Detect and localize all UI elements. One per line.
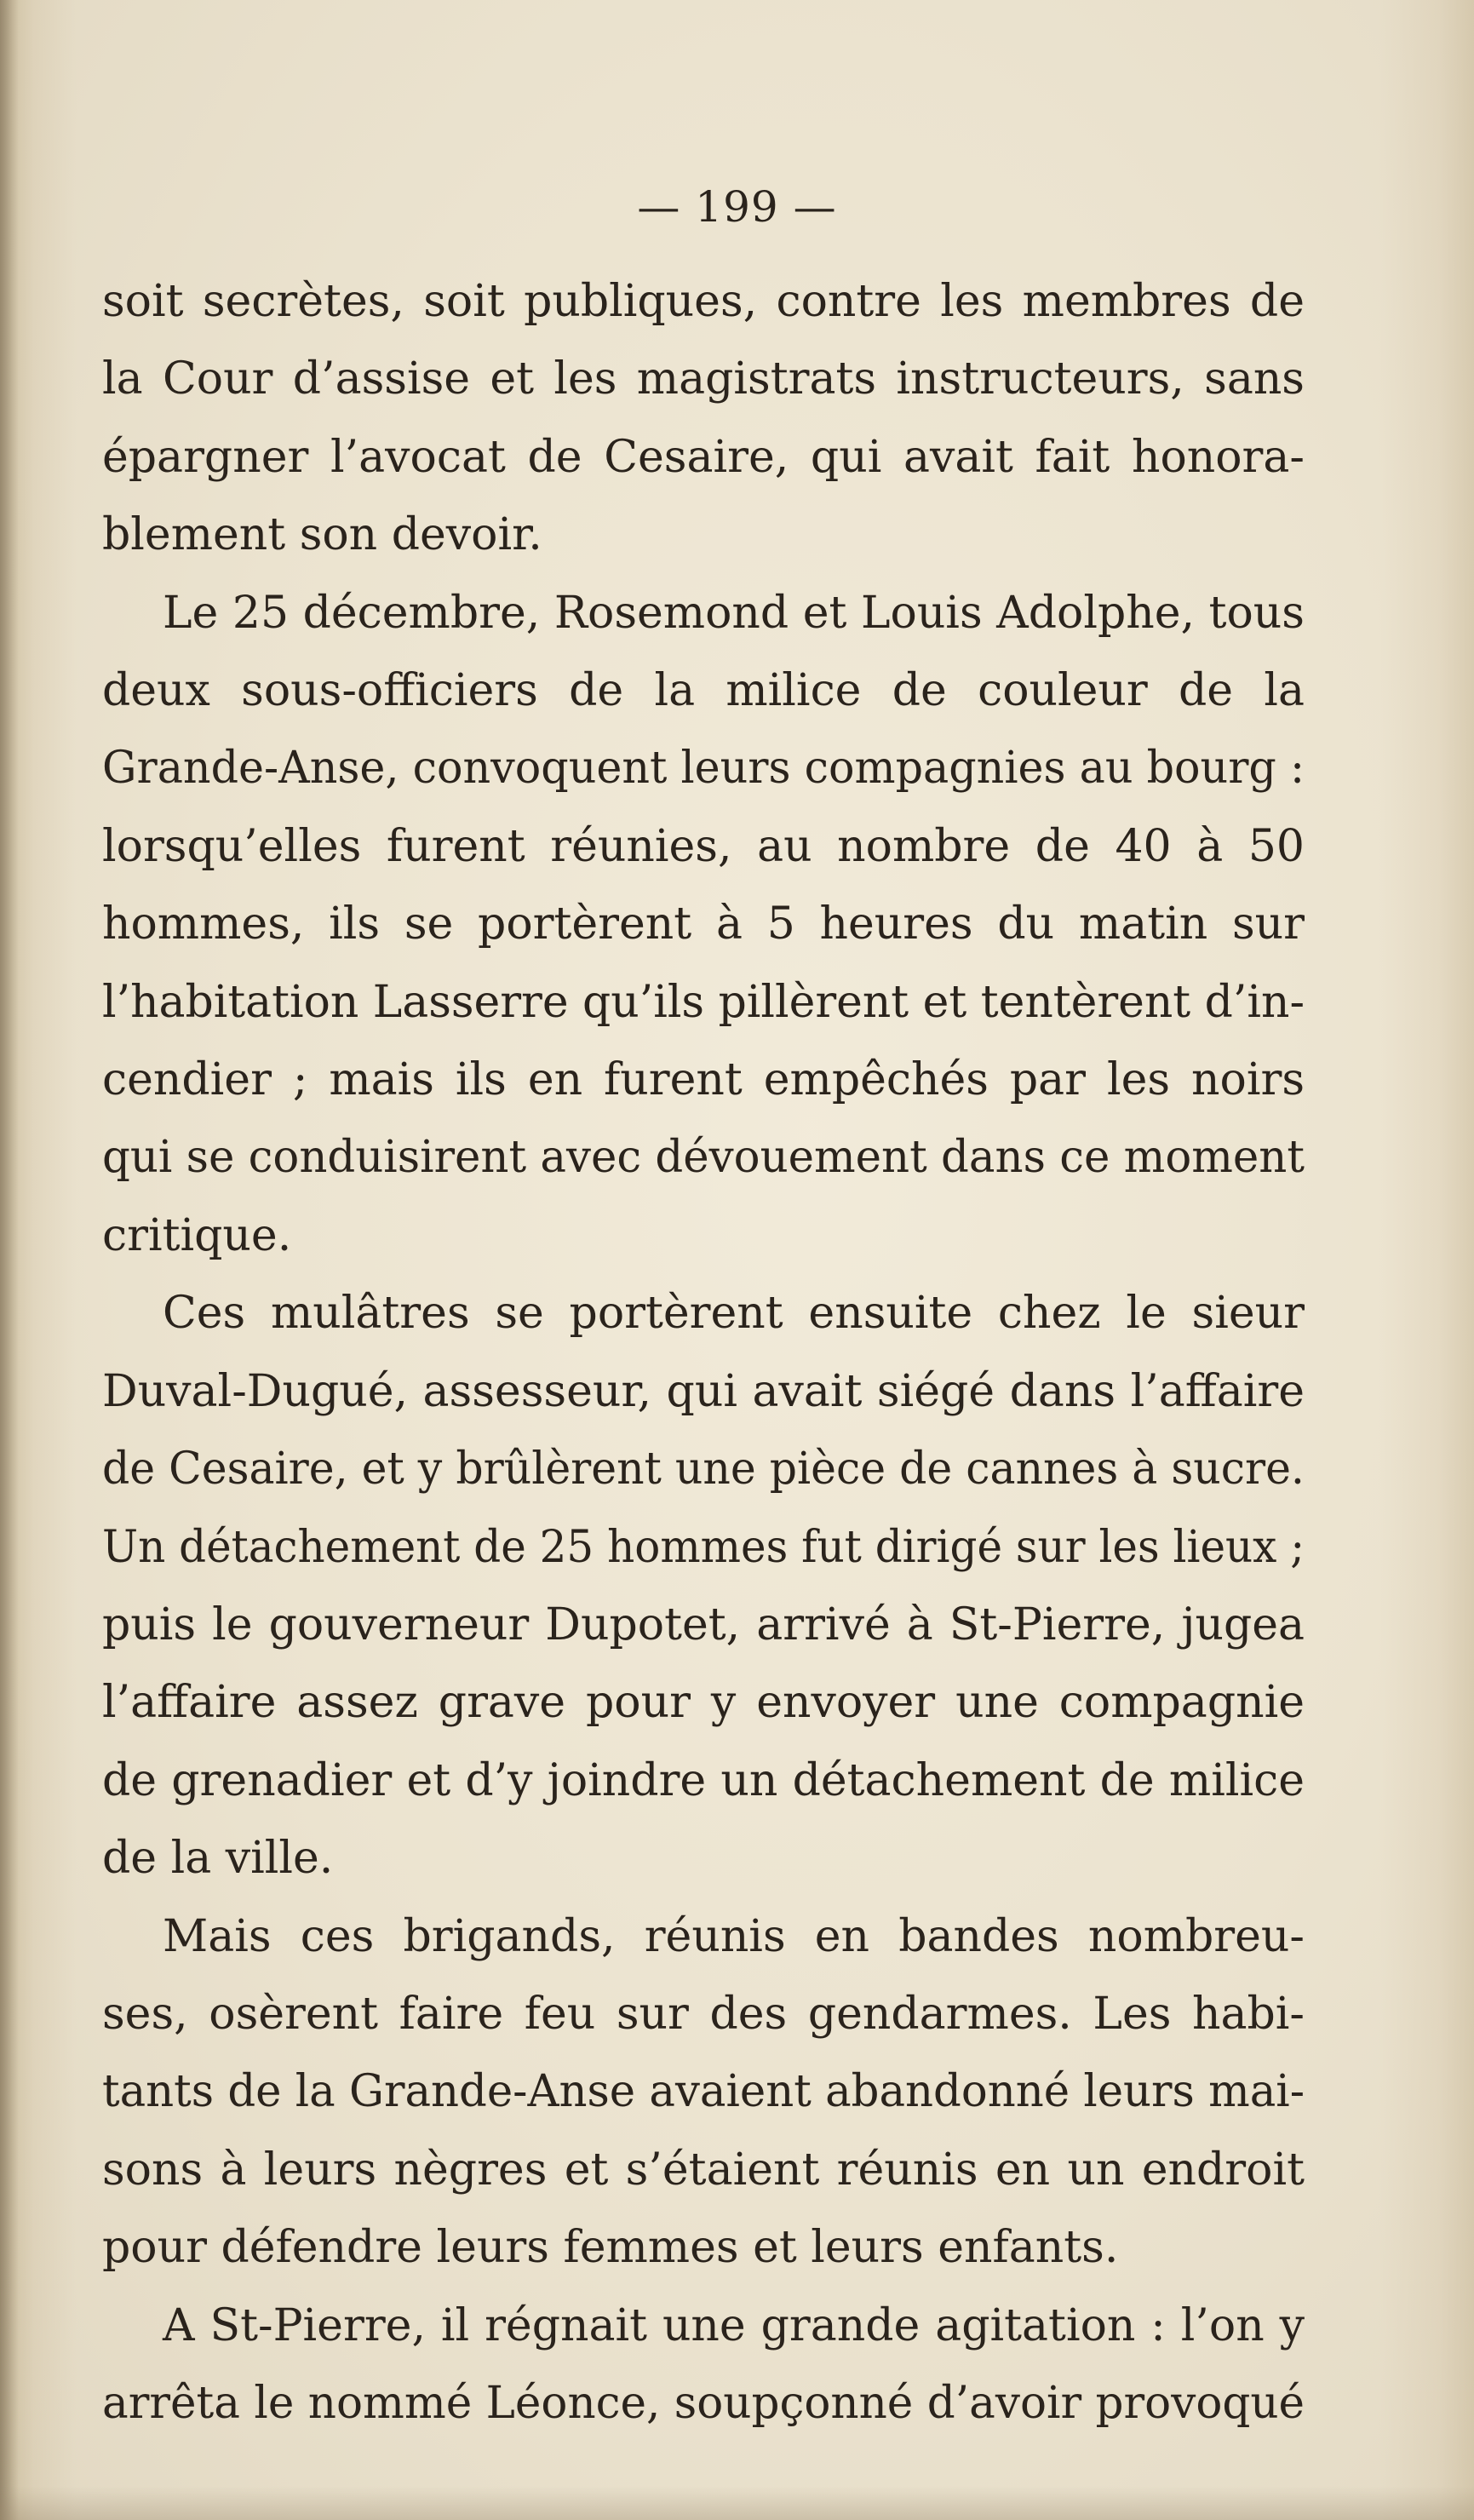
text-line: ses, osèrent faire feu sur des gendarmes. Les habi-: [102, 1988, 1305, 2040]
text-line: puis le gouverneur Dupotet, arrivé à St-Pierre, jugea: [102, 1599, 1305, 1650]
paragraph-start-line: Mais ces brigands, réunis en bandes nombreu-: [163, 1910, 1305, 1962]
text-line: hommes, ils se portèrent à 5 heures du matin sur: [102, 898, 1305, 950]
paragraph-start-line: Le 25 décembre, Rosemond et Louis Adolphe, tous: [163, 587, 1305, 639]
text-line: pour défendre leurs femmes et leurs enfants.: [102, 2222, 1119, 2274]
text-line: Duval-Dugué, assesseur, qui avait siégé dans l’affaire: [102, 1365, 1305, 1417]
paragraph-start-line: A St-Pierre, il régnait une grande agitation : l’on y: [163, 2299, 1305, 2351]
text-line: cendier ; mais ils en furent empêchés par les noirs: [102, 1054, 1305, 1106]
text-line: Grande-Anse, convoquent leurs compagnies au bourg :: [102, 743, 1305, 795]
text-line: arrêta le nommé Léonce, soupçonné d’avoir provoqué: [102, 2377, 1305, 2429]
text-line: blement son devoir.: [102, 509, 542, 561]
text-line: l’affaire assez grave pour y envoyer une compagnie: [102, 1677, 1305, 1729]
text-line: qui se conduisirent avec dévouement dans ce moment: [102, 1132, 1305, 1184]
page-number: — 199 —: [637, 182, 837, 232]
text-line: Un détachement de 25 hommes fut dirigé sur les lieux ;: [102, 1521, 1305, 1573]
text-line: de la ville.: [102, 1833, 334, 1885]
text-line: critique.: [102, 1209, 292, 1261]
text-line: de grenadier et d’y joindre un détachement de milice: [102, 1754, 1305, 1806]
body-text: [102, 263, 1305, 2443]
paragraph-start-line: Ces mulâtres se portèrent ensuite chez le sieur: [163, 1288, 1305, 1340]
text-line: tants de la Grande-Anse avaient abandonné leurs mai-: [102, 2066, 1305, 2118]
text-line: soit secrètes, soit publiques, contre les membres de: [102, 276, 1305, 327]
text-line: lorsqu’elles furent réunies, au nombre de 40 à 50: [102, 820, 1305, 872]
text-line: épargner l’avocat de Cesaire, qui avait fait honora-: [102, 431, 1305, 483]
text-line: sons à leurs nègres et s’étaient réunis en un endroit: [102, 2144, 1305, 2196]
text-line: de Cesaire, et y brûlèrent une pièce de cannes à sucre.: [102, 1444, 1305, 1495]
text-line: deux sous-officiers de la milice de couleur de la: [102, 665, 1305, 717]
text-line: l’habitation Lasserre qu’ils pillèrent et tentèrent d’in-: [102, 976, 1305, 1028]
text-line: la Cour d’assise et les magistrats instructeurs, sans: [102, 353, 1305, 405]
